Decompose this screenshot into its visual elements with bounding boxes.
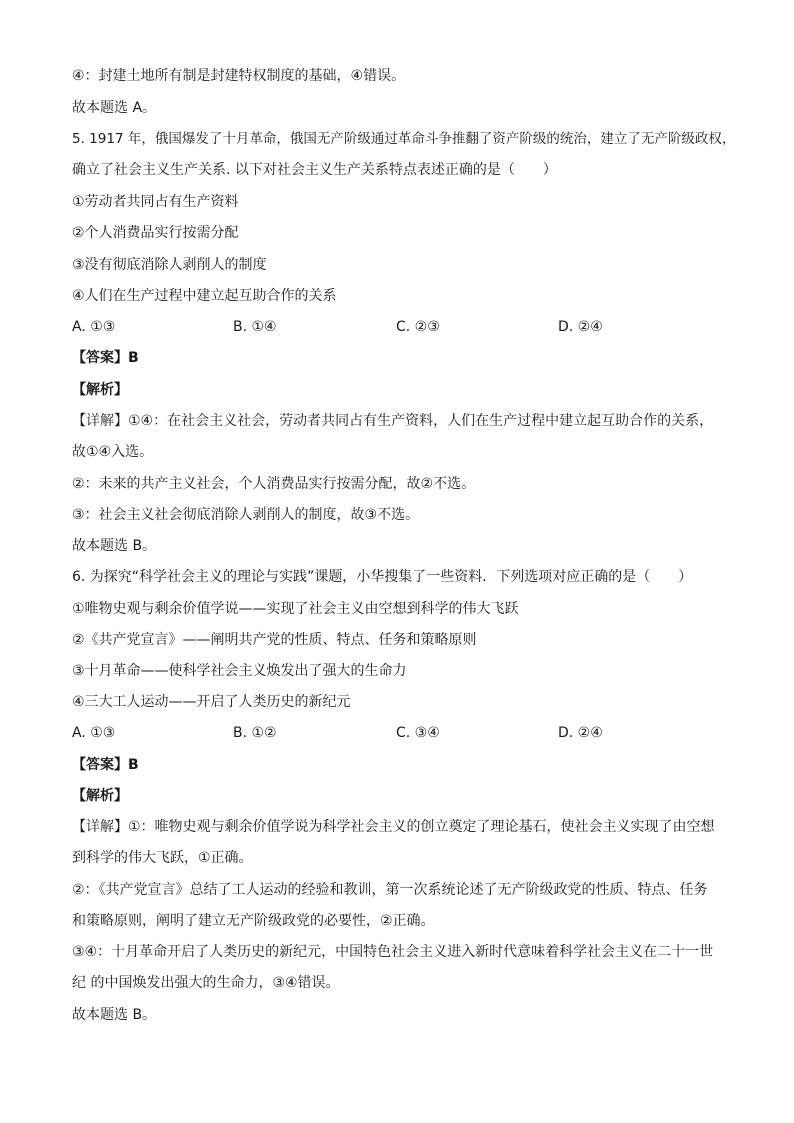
- explanation-line: 【详解】①④：在社会主义社会，劳动者共同占有生产资料，人们在生产过程中建立起互助合作的关系，: [72, 413, 714, 429]
- explanation-line: 到科学的伟大飞跃，①正确。: [72, 850, 253, 866]
- option-b: B. ①④: [233, 319, 277, 335]
- statement-item: ④三大工人运动——开启了人类历史的新纪元: [72, 694, 351, 710]
- question-6-stem: 6. 为探究“科学社会主义的理论与实践”课题，小华搜集了一些资料．下列选项对应正确的是（ ）: [72, 569, 693, 585]
- option-a: A. ①③: [72, 319, 116, 335]
- statement-item: ①唯物史观与剩余价值学说——实现了社会主义由空想到科学的伟大飞跃: [72, 601, 519, 617]
- option-d: D. ②④: [558, 725, 603, 741]
- explanation-line: 故①④入选。: [72, 444, 154, 460]
- explanation-line: ③：社会主义社会彻底消除人剥削人的制度，故③不选。: [72, 507, 420, 523]
- question-5-stem: 确立了社会主义生产关系. 以下对社会主义生产关系特点表述正确的是（ ）: [72, 162, 557, 178]
- option-d: D. ②④: [558, 319, 603, 335]
- explanation-line: 故本题选 B。: [72, 1007, 157, 1023]
- explanation-line: ③④：十月革命开启了人类历史的新纪元，中国特色社会主义进入新时代意味着科学社会主义在二十一世: [72, 944, 714, 960]
- text-line: ④：封建土地所有制是封建特权制度的基础，④错误。: [72, 68, 406, 84]
- statement-item: ①劳动者共同占有生产资料: [72, 194, 239, 210]
- explanation-line: 【详解】①：唯物史观与剩余价值学说为科学社会主义的创立奠定了理论基石，使社会主义实现了由空想: [72, 819, 715, 835]
- statement-item: ②《共产党宣言》——阐明共产党的性质、特点、任务和策略原则: [72, 632, 477, 648]
- option-a: A. ①③: [72, 725, 116, 741]
- explanation-line: 和策略原则，阐明了建立无产阶级政党的必要性，②正确。: [72, 913, 435, 929]
- question-5-stem: 5. 1917 年，俄国爆发了十月革命，俄国无产阶级通过革命斗争推翻了资产阶级的统治，建立了无产阶级政权，: [72, 131, 736, 147]
- option-c: C. ②③: [396, 319, 440, 335]
- option-b: B. ①②: [233, 725, 277, 741]
- explanation-line: 纪 的中国焕发出强大的生命力，③④错误。: [72, 975, 340, 991]
- option-c: C. ③④: [396, 725, 440, 741]
- explanation-line: ②：未来的共产主义社会，个人消费品实行按需分配，故②不选。: [72, 476, 476, 492]
- analysis-label: 【解析】: [72, 788, 128, 804]
- explanation-line: ②：《共产党宣言》总结了工人运动的经验和教训，第一次系统论述了无产阶级政党的性质、特点、任务: [72, 882, 708, 898]
- statement-item: ③没有彻底消除人剥削人的制度: [72, 257, 267, 273]
- statement-item: ②个人消费品实行按需分配: [72, 225, 239, 241]
- answer-label: 【答案】B: [72, 757, 139, 773]
- analysis-label: 【解析】: [72, 382, 128, 398]
- statement-item: ③十月革命——使科学社会主义焕发出了强大的生命力: [72, 663, 407, 679]
- explanation-line: 故本题选 B。: [72, 538, 157, 554]
- text-line: 故本题选 A。: [72, 100, 157, 116]
- answer-label: 【答案】B: [72, 350, 139, 366]
- statement-item: ④人们在生产过程中建立起互助合作的关系: [72, 288, 337, 304]
